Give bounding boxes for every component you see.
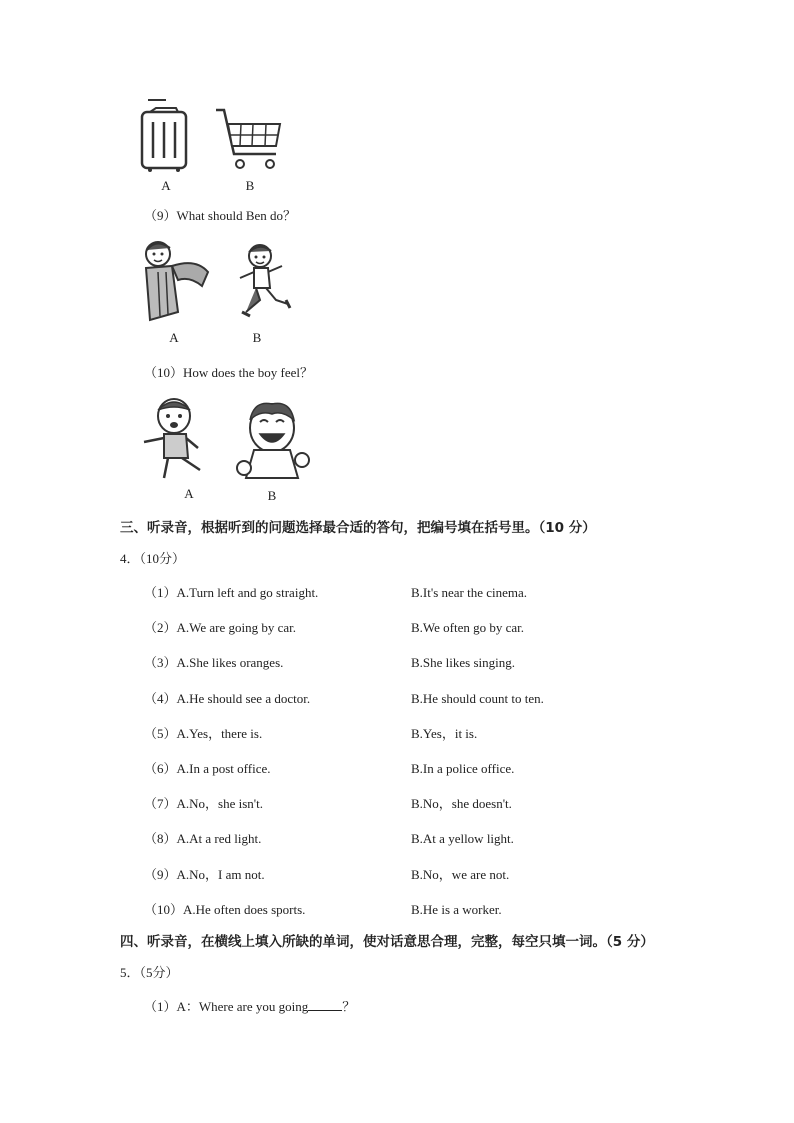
q4-item-7-option-b: B.No，she doesn't. (411, 796, 512, 811)
q4-item-number: （2） (144, 620, 177, 635)
boy-scared-icon (140, 396, 214, 482)
option-a-text: A.We are going by car. (176, 620, 297, 635)
q4-item-4-option-a (144, 690, 310, 708)
question-5-item-1-suffix: ？ (342, 999, 356, 1014)
q10-option-a-picture (140, 396, 214, 487)
boy-laughing-icon (232, 398, 316, 482)
q4-item-3-option-b: B.She likes singing. (411, 655, 516, 670)
q4-item-5-option-a (144, 725, 262, 743)
q9-label-a: A (169, 330, 179, 345)
option-a-text: A.Turn left and go straight. (176, 585, 319, 600)
question-5-item-1 (144, 997, 355, 1016)
picture-label-a: A (161, 178, 171, 193)
suitcase-icon (138, 98, 190, 172)
q4-item-9-option-a (144, 866, 265, 884)
suitcase-picture (138, 98, 190, 177)
q4-item-1-option-b: B.It's near the cinema. (411, 585, 528, 600)
answer-blank[interactable] (308, 997, 342, 1011)
question-5-label: 5．（5分） (120, 965, 179, 980)
option-a-text: A.At a red light. (176, 831, 262, 846)
q4-item-5-option-b: B.Yes，it is. (411, 726, 478, 741)
q4-item-10-option-b: B.He is a worker. (411, 902, 502, 917)
q4-item-number: （6） (144, 761, 177, 776)
q4-item-8-option-a (144, 830, 261, 848)
q4-item-number: （9） (144, 867, 177, 882)
q10-label-a: A (184, 486, 194, 501)
cart-picture (214, 106, 284, 177)
q4-item-9-option-b: B.No，we are not. (411, 867, 510, 882)
question-9-text: （9）What should Ben do？ (144, 208, 297, 223)
question-5-item-1-prefix: （1）A：Where are you going (144, 999, 309, 1014)
option-a-text: A.She likes oranges. (176, 655, 284, 670)
q4-item-number: （5） (144, 726, 177, 741)
option-a-text: A.Yes，there is. (176, 726, 263, 741)
q4-item-2-option-a (144, 619, 296, 637)
q4-item-4-option-b: B.He should count to ten. (411, 691, 544, 706)
q4-item-number: （10） (144, 902, 184, 917)
section-3-title: 三、听录音，根据听到的问题选择最合适的答句，把编号填在括号里。（10 分） (120, 520, 596, 536)
q4-item-3-option-a (144, 654, 283, 672)
boy-putting-on-jacket-icon (138, 238, 212, 324)
picture-label-b: B (245, 178, 255, 193)
q4-item-6-option-b: B.In a police office. (411, 761, 515, 776)
q4-item-1-option-a (144, 584, 318, 602)
option-a-text: A.He should see a doctor. (176, 691, 311, 706)
q9-option-b-picture (232, 242, 296, 329)
q9-option-a-picture (138, 238, 212, 329)
option-a-text: A.He often does sports. (183, 902, 306, 917)
shopping-cart-icon (214, 106, 284, 172)
q4-item-6-option-a (144, 760, 271, 778)
q4-item-number: （4） (144, 691, 177, 706)
option-a-text: A.No，I am not. (176, 867, 265, 882)
q10-label-b: B (267, 488, 277, 503)
question-4-label: 4．（10分） (120, 551, 186, 566)
question-10-text: （10）How does the boy feel？ (144, 365, 313, 380)
option-a-text: A.In a post office. (176, 761, 271, 776)
q4-item-2-option-b: B.We often go by car. (411, 620, 525, 635)
q4-item-number: （7） (144, 796, 177, 811)
q9-label-b: B (252, 330, 262, 345)
q4-item-number: （1） (144, 585, 177, 600)
boy-running-icon (232, 242, 296, 324)
section-4-title: 四、听录音，在横线上填入所缺的单词，使对话意思合理，完整，每空只填一词。（5 分） (120, 934, 654, 950)
q4-item-10-option-a (144, 901, 305, 919)
option-a-text: A.No，she isn't. (176, 796, 263, 811)
q4-item-8-option-b: B.At a yellow light. (411, 831, 514, 846)
q4-item-7-option-a (144, 795, 263, 813)
q4-item-number: （3） (144, 655, 177, 670)
q4-item-number: （8） (144, 831, 177, 846)
q10-option-b-picture (232, 398, 316, 487)
